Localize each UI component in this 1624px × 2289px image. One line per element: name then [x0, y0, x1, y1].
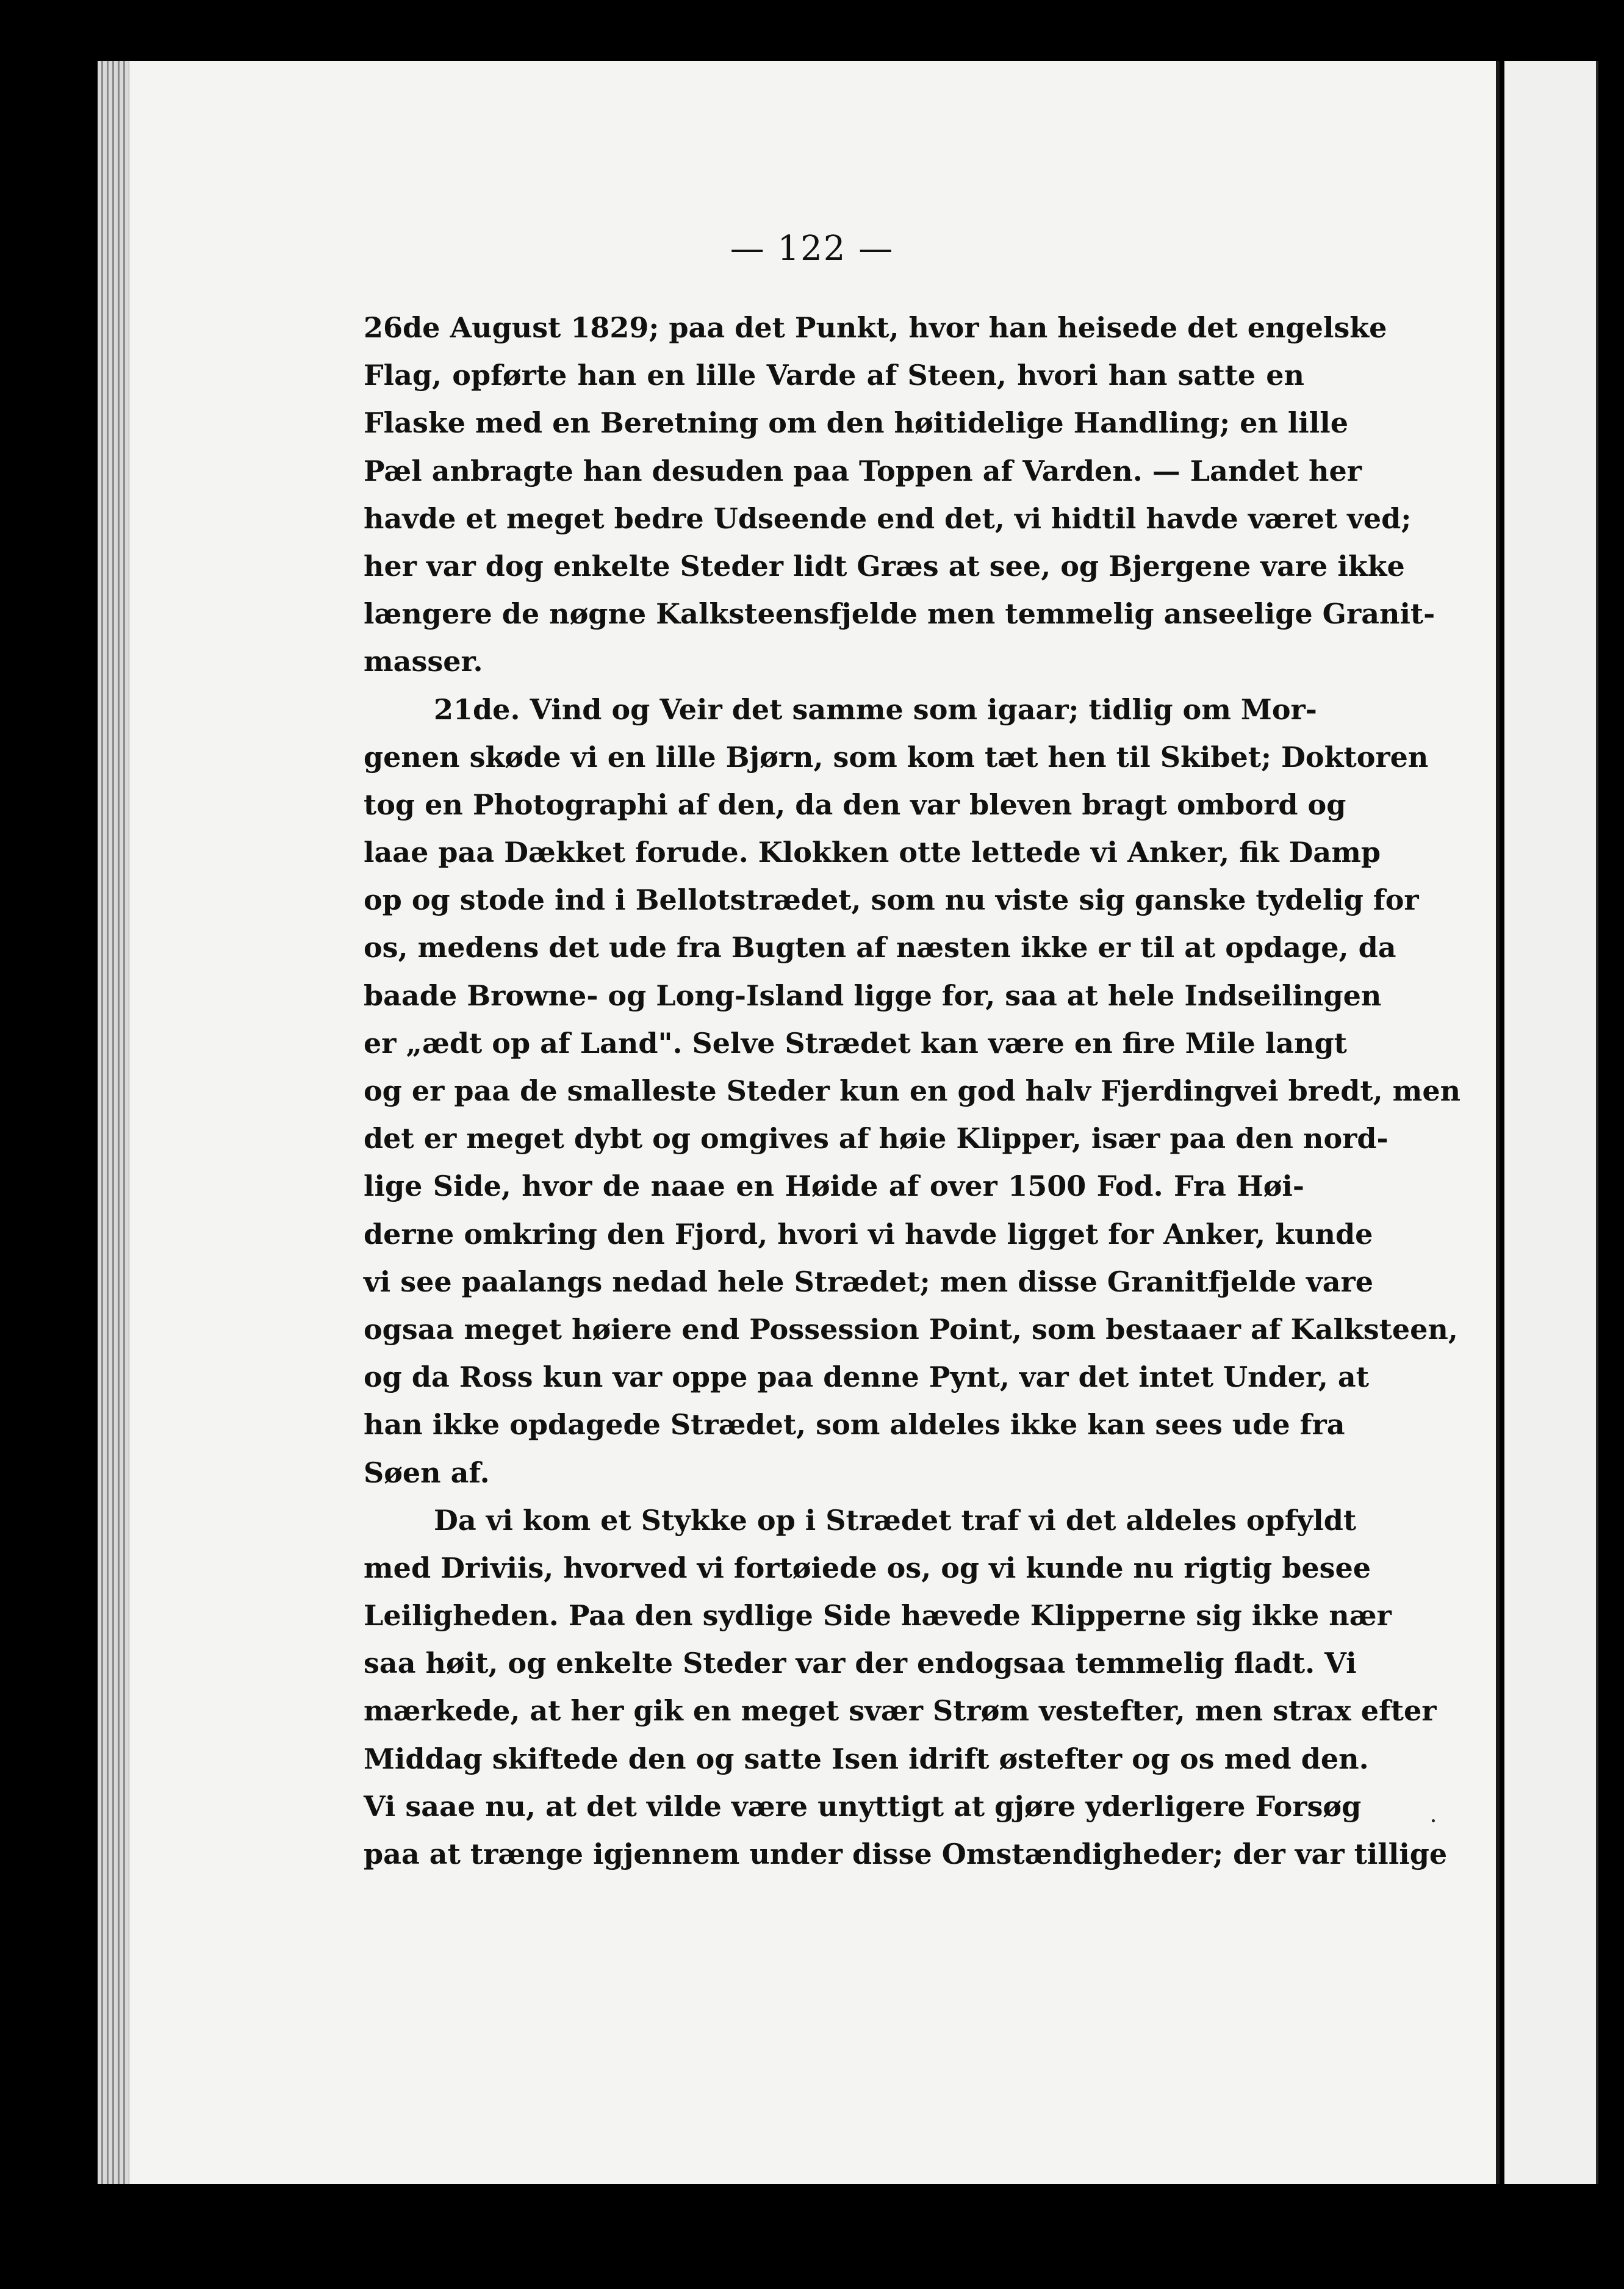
- page-edges: [98, 61, 134, 2184]
- text-line: tog en Photographi af den, da den var bleven bragt ombord og: [364, 788, 1346, 821]
- text-line: lige Side, hvor de naae en Høide af over 1500 Fod. Fra Høi-: [364, 1170, 1304, 1203]
- text-line: ogsaa meget høiere end Possession Point, som bestaaer af Kalksteen,: [364, 1312, 1458, 1346]
- text-line: han ikke opdagede Strædet, som aldeles ikke kan sees ude fra: [364, 1408, 1345, 1442]
- text-line: 26de August 1829; paa det Punkt, hvor han heisede det engelske: [364, 311, 1387, 344]
- text-line: Flag, opførte han en lille Varde af Steen, hvori han satte en: [364, 359, 1304, 392]
- text-line: længere de nøgne Kalksteensfjelde men temmelig anseelige Granit-: [364, 597, 1435, 631]
- text-line: genen skøde vi en lille Bjørn, som kom tæt hen til Skibet; Doktoren: [364, 740, 1429, 774]
- text-line: med Driviis, hvorved vi fortøiede os, og vi kunde nu rigtig besee: [364, 1551, 1371, 1584]
- page-gutter: [1496, 61, 1500, 2184]
- text-line: vi see paalangs nedad hele Strædet; men disse Granitfjelde vare: [364, 1265, 1374, 1298]
- text-line: laae paa Dækket forude. Klokken otte lettede vi Anker, fik Damp: [364, 836, 1381, 869]
- text-line: havde et meget bedre Udseende end det, vi hidtil havde været ved;: [364, 501, 1412, 535]
- text-line: derne omkring den Fjord, hvori vi havde ligget for Anker, kunde: [364, 1217, 1373, 1251]
- text-line: er „ædt op af Land". Selve Strædet kan være en fire Mile langt: [364, 1026, 1347, 1060]
- body-text: [364, 304, 1461, 1878]
- text-line: op og stode ind i Bellotstrædet, som nu viste sig ganske tydelig for: [364, 883, 1419, 917]
- text-line: her var dog enkelte Steder lidt Græs at see, og Bjergene vare ikke: [364, 549, 1405, 583]
- page-number: — 122 —: [730, 229, 894, 268]
- text-line: Søen af.: [364, 1456, 490, 1489]
- text-line: Middag skiftede den og satte Isen idrift østefter og os med den.: [364, 1742, 1369, 1775]
- text-line: Pæl anbragte han desuden paa Toppen af Varden. — Landet her: [364, 454, 1362, 487]
- text-line: paa at trænge igjennem under disse Omstændigheder; der var tillige: [364, 1838, 1448, 1870]
- print-speck: [1432, 1819, 1435, 1822]
- text-line: Da vi kom et Stykke op i Strædet traf vi det aldeles opfyldt: [434, 1503, 1357, 1537]
- text-line: saa høit, og enkelte Steder var der endogsaa temmelig fladt. Vi: [364, 1647, 1357, 1680]
- facing-page-edge: [1504, 61, 1598, 2184]
- text-line: Flaske med en Beretning om den høitidelige Handling; en lille: [364, 406, 1348, 440]
- text-line: mærkede, at her gik en meget svær Strøm vestefter, men strax efter: [364, 1694, 1437, 1728]
- text-line: og er paa de smalleste Steder kun en god halv Fjerdingvei bredt, men: [364, 1074, 1461, 1107]
- text-line: og da Ross kun var oppe paa denne Pynt, var det intet Under, at: [364, 1360, 1369, 1394]
- text-line: 21de. Vind og Veir det samme som igaar; tidlig om Mor-: [434, 692, 1317, 726]
- text-line: baade Browne- og Long-Island ligge for, saa at hele Indseilingen: [364, 979, 1382, 1012]
- text-line: Leiligheden. Paa den sydlige Side hævede Klipperne sig ikke nær: [364, 1599, 1392, 1633]
- text-line: det er meget dybt og omgives af høie Klipper, især paa den nord-: [364, 1122, 1389, 1155]
- text-line: Vi saae nu, at det vilde være unyttigt at gjøre yderligere Forsøg: [364, 1789, 1362, 1823]
- text-line: os, medens det ude fra Bugten af næsten ikke er til at opdage, da: [364, 931, 1396, 965]
- text-line: masser.: [364, 645, 483, 678]
